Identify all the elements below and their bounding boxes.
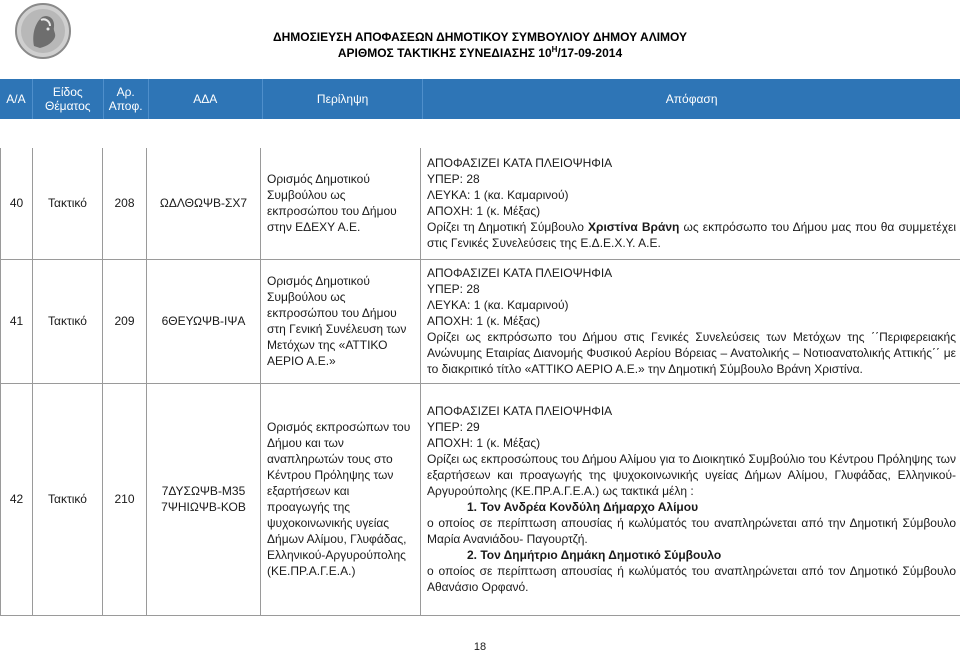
row-num: 210 (103, 383, 147, 615)
col-ada: ΑΔΑ (148, 79, 262, 119)
row-summary: Ορισμός εκπροσώπων του Δήμου και των αναπληρωτών τους στο Κέντρου Πρόληψης των εξαρτήσεων και προαγωγής της ψυχοκοινωνικής υγείας Δήμων Αλίμου, Γλυφάδας, Ελληνικού-Αργυρούπολης (ΚΕ.ΠΡ.Α.Γ.Ε.Α.) (261, 383, 421, 615)
col-summary: Περίληψη (263, 79, 423, 119)
col-type: Είδος Θέματος (32, 79, 103, 119)
document-header (0, 0, 960, 78)
row-type: Τακτικό (33, 259, 103, 383)
row-summary: Ορισμός Δημοτικού Συμβούλου ως εκπροσώπου του Δήμου στη Γενική Συνέλευση των Μετόχων της «ΑΤΤΙΚΟ ΑΕΡΙΟ Α.Ε.» (261, 259, 421, 383)
document-title: ΔΗΜΟΣΙΕΥΣΗ ΑΠΟΦΑΣΕΩΝ ΔΗΜΟΤΙΚΟΥ ΣΥΜΒΟΥΛΙΟΥ ΔΗΜΟΥ ΑΛΙΜΟΥ (272, 30, 688, 44)
row-type: Τακτικό (33, 383, 103, 615)
table-row (1, 259, 960, 383)
row-summary: Ορισμός Δημοτικού Συμβούλου ως εκπροσώπου του Δήμου στην ΕΔΕΧΥ Α.Ε. (261, 148, 421, 259)
decisions-table (0, 148, 960, 616)
row-num: 209 (103, 259, 147, 383)
row-num: 208 (103, 148, 147, 259)
col-num: Αρ. Αποφ. (103, 79, 148, 119)
page-number: 18 (473, 641, 487, 653)
row-aa: 40 (1, 148, 33, 259)
ancient-coin-head-icon (14, 2, 72, 60)
row-ada: ΩΔΛΘΩΨΒ-ΣΧ7 (147, 148, 261, 259)
row-aa: 42 (1, 383, 33, 615)
col-aa: Α/Α (0, 79, 32, 119)
row-decision: ΑΠΟΦΑΣΙΖΕΙ ΚΑΤΑ ΠΛΕΙΟΨΗΦΙΑ ΥΠΕΡ: 28 ΛΕΥΚΑ: 1 (κα. Καμαρινού) ΑΠΟΧΗ: 1 (κ. Μέξας) Ορίζει ως εκπρόσωπο του Δήμου στις Γενικές Συνελεύσεις των Μετόχων της ΄΄Περιφερειακής Ανώνυμης Εταιρίας Διανομής Φυσικού Αερίου Βόρειας – Ανατολικής – Νοτιοανατολικής Αττικής΄΄ με το διακριτικό τίτλο «ΑΤΤΙΚΟ ΑΕΡΙΟ Α.Ε.» την Δημοτική Σύμβουλο Βράνη Χριστίνα. (421, 259, 960, 383)
row-ada: 6ΘΕΥΩΨΒ-ΙΨΑ (147, 259, 261, 383)
row-type: Τακτικό (33, 148, 103, 259)
table-row (1, 148, 960, 259)
row-ada: 7ΔΥΣΩΨΒ-Μ35 7ΨΗΙΩΨΒ-ΚΟΒ (147, 383, 261, 615)
row-decision: ΑΠΟΦΑΣΙΖΕΙ ΚΑΤΑ ΠΛΕΙΟΨΗΦΙΑ ΥΠΕΡ: 28 ΛΕΥΚΑ: 1 (κα. Καμαρινού) ΑΠΟΧΗ: 1 (κ. Μέξας) Ορίζει τη Δημοτική Σύμβουλο Χριστίνα Βράνη ως εκπρόσωπο του Δήμου μας που θα συμμετέχει στις Γενικές Συνελεύσεις της Ε.Δ.Ε.Χ.Υ. Α.Ε. (421, 148, 960, 259)
col-decision: Απόφαση (423, 79, 960, 119)
session-title: ΑΡΙΘΜΟΣ ΤΑΚΤΙΚΗΣ ΣΥΝΕΔΙΑΣΗΣ $10^H/17-09-2014$ (337, 45, 623, 60)
table-row (1, 383, 960, 615)
row-aa: 41 (1, 259, 33, 383)
row-decision: ΑΠΟΦΑΣΙΖΕΙ ΚΑΤΑ ΠΛΕΙΟΨΗΦΙΑ ΥΠΕΡ: 29 ΑΠΟΧΗ: 1 (κ. Μέξας) Ορίζει ως εκπροσώπους του Δήμου Αλίμου για το Διοικητικό Συμβούλιο του Κέντρου Πρόληψης των εξαρτήσεων και προαγωγής της ψυχοκοινωνικής υγείας Δήμων Αλίμου, Γλυφάδας, Ελληνικού-Αργυρούπολης (ΚΕ.ΠΡ.Α.Γ.Ε.Α.) ως τακτικά μέλη : 1. Τον Ανδρέα Κονδύλη Δήμαρχο Αλίμου ο οποίος σε περίπτωση απουσίας ή κωλύματός του αναπληρώνεται από την Δημοτική Σύμβουλο Μαρία Ανανιάδου- Παγουρτζή. 2. Τον Δημήτριο Δημάκη Δημοτικό Σύμβουλο ο οποίος σε περίπτωση απουσίας ή κωλύματός του αναπληρώνεται από τον Δημοτικό Σύμβουλο Αθανάσιο Ορφανό. (421, 383, 960, 615)
column-header-bar (0, 79, 960, 119)
